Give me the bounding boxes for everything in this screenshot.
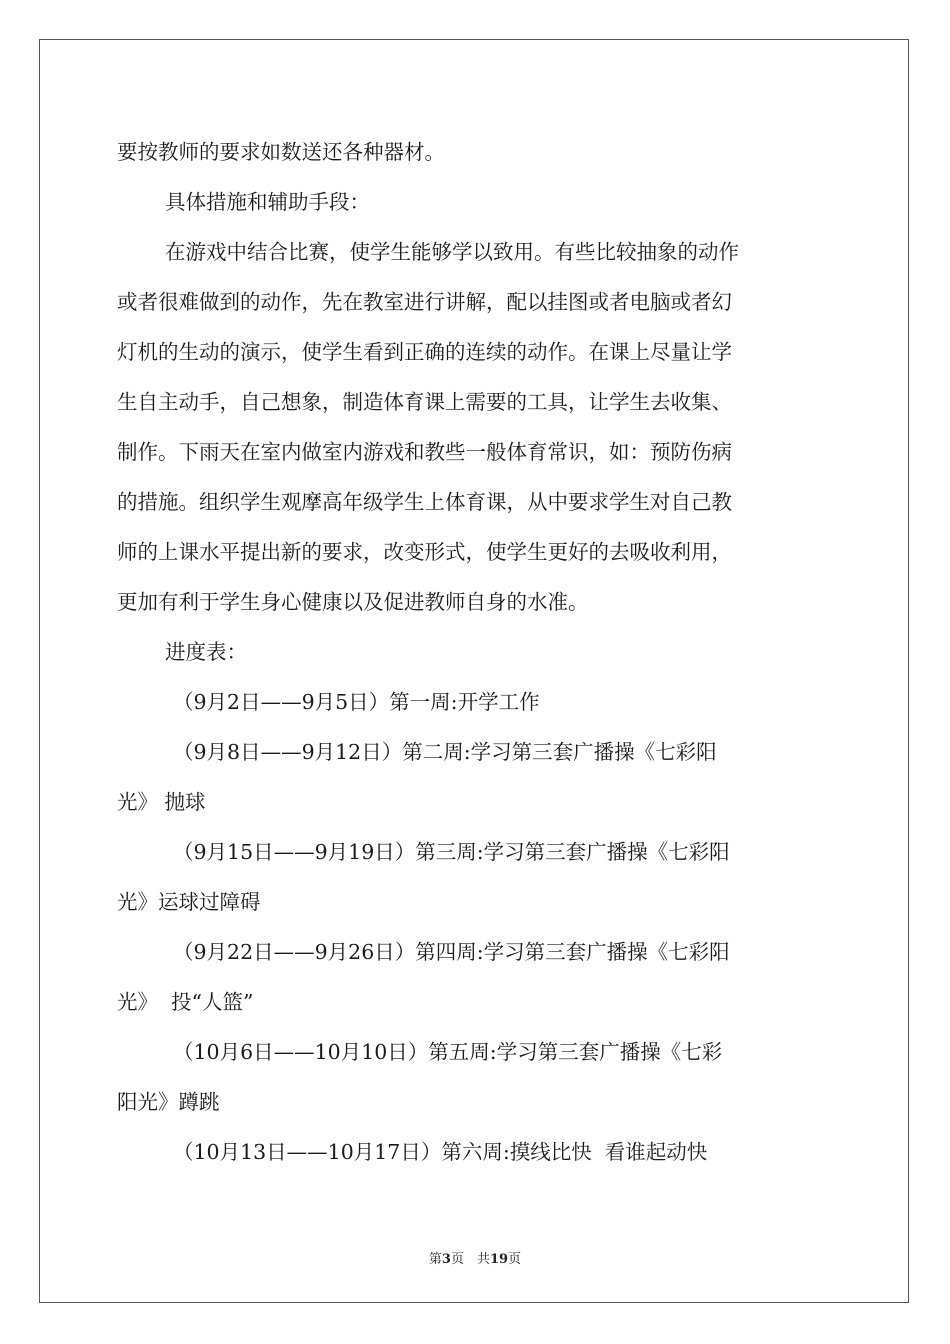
schedule-week-1: （9月2日——9月5日）第一周:开学工作	[173, 690, 540, 714]
text-line: 在游戏中结合比赛，使学生能够学以致用。有些比较抽象的动作	[165, 240, 739, 264]
text-line: 制作。下雨天在室内做室内游戏和教些一般体育常识，如：预防伤病	[117, 440, 732, 464]
schedule-week-4: （9月22日——9月26日）第四周:学习第三套广播操《七彩阳	[173, 940, 730, 964]
footer-page-total: 19	[489, 1252, 509, 1267]
text-line: 灯机的生动的演示，使学生看到正确的连续的动作。在课上尽量让学	[117, 340, 732, 364]
schedule-week-2-cont: 光》 抛球	[117, 790, 206, 814]
text-line: 生自主动手，自己想象，制造体育课上需要的工具，让学生去收集、	[117, 390, 732, 414]
text-line: 具体措施和辅助手段：	[165, 190, 370, 214]
footer-suffix: 页	[508, 1252, 522, 1267]
document-body	[117, 127, 833, 1177]
footer-page-current: 3	[441, 1252, 451, 1267]
text-line: 或者很难做到的动作，先在教室进行讲解，配以挂图或者电脑或者幻	[117, 290, 732, 314]
text-line: 的措施。组织学生观摩高年级学生上体育课，从中要求学生对自己教	[117, 490, 732, 514]
schedule-week-4-cont: 光》 投“人篮”	[117, 990, 254, 1014]
schedule-week-3-cont: 光》运球过障碍	[117, 890, 261, 914]
schedule-week-6: （10月13日——10月17日）第六周:摸线比快 看谁起动快	[173, 1140, 708, 1164]
footer-mid: 页 共	[450, 1252, 490, 1267]
text-line: 师的上课水平提出新的要求，改变形式，使学生更好的去吸收利用，	[117, 540, 732, 564]
schedule-week-5: （10月6日——10月10日）第五周:学习第三套广播操《七彩	[173, 1040, 723, 1064]
schedule-week-5-cont: 阳光》蹲跳	[117, 1090, 220, 1114]
schedule-week-3: （9月15日——9月19日）第三周:学习第三套广播操《七彩阳	[173, 840, 730, 864]
text-line: 更加有利于学生身心健康以及促进教师自身的水准。	[117, 590, 589, 614]
footer-prefix: 第	[428, 1252, 442, 1267]
text-line: 要按教师的要求如数送还各种器材。	[117, 140, 445, 164]
page-footer	[0, 1248, 950, 1267]
schedule-week-2: （9月8日——9月12日）第二周:学习第三套广播操《七彩阳	[173, 740, 717, 764]
schedule-heading: 进度表：	[165, 640, 247, 664]
